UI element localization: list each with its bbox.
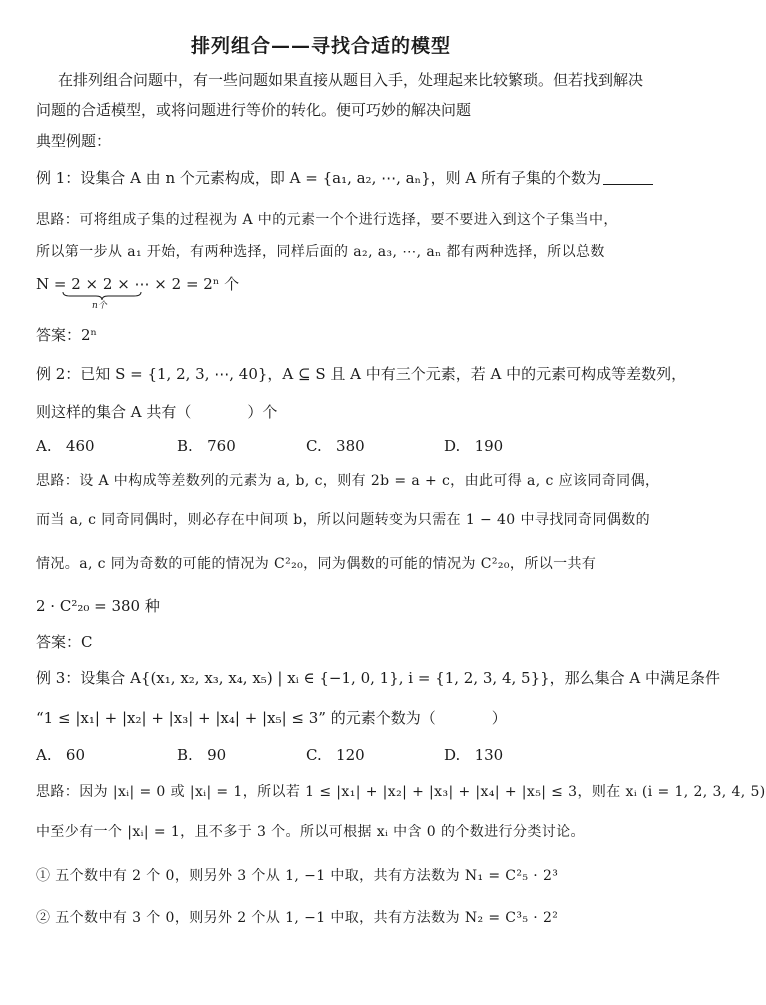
example3-question-2a: “1 ≤ |x₁| + |x₂| + |x₃| + |x₄| + |x₅| ≤ 3” 的元素个数为（ bbox=[36, 709, 436, 727]
example3-question-1: 例 3：设集合 A{(x₁, x₂, x₃, x₄, x₅) | xᵢ ∈ {−1, 0, 1}, i = {1, 2, 3, 4, 5}}，那么集合 A 中满足条件 bbox=[36, 669, 721, 687]
example3-question-2b: ） bbox=[491, 709, 507, 727]
example2-thinking-1: 思路：设 A 中构成等差数列的元素为 a, b, c，则有 2b = a + c，由此可得 a, c 应该同奇同偶， bbox=[36, 473, 660, 489]
intro-line-1: 在排列组合问题中，有一些问题如果直接从题目入手，处理起来比较繁琐。但若找到解决 bbox=[58, 71, 644, 89]
examples-heading: 典型例题： bbox=[36, 132, 112, 150]
example1-answer: 答案：2ⁿ bbox=[36, 326, 98, 344]
example3-case-1: ① 五个数中有 2 个 0，则另外 3 个从 1, −1 中取，共有方法数为 N₁ = C²₅ · 2³ bbox=[36, 868, 559, 884]
example3-options bbox=[36, 745, 596, 765]
example2-option-c: C. 380 bbox=[306, 437, 365, 455]
underbrace-label: n个 bbox=[92, 301, 107, 311]
example3-option-b: B. 90 bbox=[177, 746, 227, 764]
example2-option-d: D. 190 bbox=[444, 437, 504, 455]
example2-thinking-4: 2 · C²₂₀ = 380 种 bbox=[36, 597, 160, 615]
example3-option-a: A. 60 bbox=[36, 746, 86, 764]
example2-thinking-2: 而当 a, c 同奇同偶时，则必存在中间项 b，所以问题转变为只需在 1 − 40 中寻找同奇同偶数的 bbox=[36, 512, 651, 528]
example2-question-2 bbox=[36, 402, 277, 422]
example2-question-1: 例 2：已知 S = {1, 2, 3, ⋯, 40}，A ⊆ S 且 A 中有三个元素，若 A 中的元素可构成等差数列， bbox=[36, 365, 687, 383]
example3-option-d: D. 130 bbox=[444, 746, 504, 764]
example3-thinking-1: 思路：因为 |xᵢ| = 0 或 |xᵢ| = 1，所以若 1 ≤ |x₁| + |x₂| + |x₃| + |x₄| + |x₅| ≤ 3，则在 xᵢ (i = 1, 2, 3, 4, 5) bbox=[36, 784, 766, 800]
answer-blank bbox=[603, 170, 653, 185]
example2-question-2b: ）个 bbox=[247, 403, 278, 421]
underbrace bbox=[62, 291, 142, 311]
example1-thinking-1: 思路：可将组成子集的过程视为 A 中的元素一个个进行选择，要不要进入到这个子集当中， bbox=[36, 212, 618, 228]
example1-question-text: 例 1：设集合 A 由 n 个元素构成，即 A = {a₁, a₂, ⋯, aₙ}，则 A 所有子集的个数为 bbox=[36, 169, 601, 187]
example2-options bbox=[36, 436, 596, 456]
example2-answer: 答案：C bbox=[36, 633, 93, 651]
example2-option-a: A. 460 bbox=[36, 437, 95, 455]
example2-thinking-3: 情况。a, c 同为奇数的可能的情况为 C²₂₀，同为偶数的可能的情况为 C²₂₀，所以一共有 bbox=[36, 556, 597, 572]
example3-thinking-2: 中至少有一个 |xᵢ| = 1，且不多于 3 个。所以可根据 xᵢ 中含 0 的个数进行分类讨论。 bbox=[36, 824, 585, 840]
intro-line-2: 问题的合适模型，或将问题进行等价的转化。便可巧妙的解决问题 bbox=[36, 101, 472, 119]
example2-question-2a: 则这样的集合 A 共有（ bbox=[36, 403, 192, 421]
example1-thinking-2: 所以第一步从 a₁ 开始，有两种选择，同样后面的 a₂, a₃, ⋯, aₙ 都有两种选择，所以总数 bbox=[36, 244, 605, 260]
example3-option-c: C. 120 bbox=[306, 746, 365, 764]
example1-question bbox=[36, 168, 653, 188]
example3-question-2 bbox=[36, 708, 507, 728]
page-title: 排列组合——寻找合适的模型 bbox=[190, 35, 451, 57]
example3-case-2: ② 五个数中有 3 个 0，则另外 2 个从 1, −1 中取，共有方法数为 N₂ = C³₅ · 2² bbox=[36, 910, 559, 926]
example2-option-b: B. 760 bbox=[177, 437, 236, 455]
example1-formula: N = 2 × 2 × ⋯ × 2 = 2ⁿ 个 bbox=[36, 275, 240, 293]
